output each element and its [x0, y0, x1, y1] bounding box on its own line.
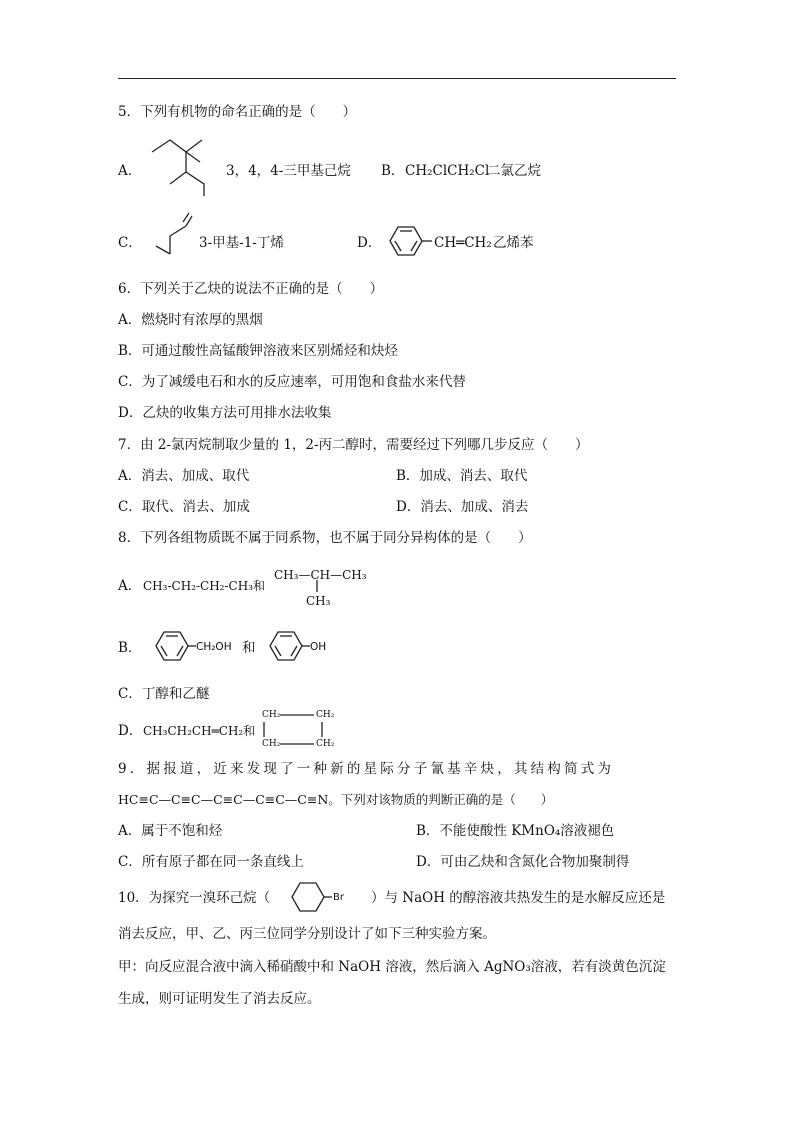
q6-option-d: D．乙炔的收集方法可用排水法收集	[118, 405, 332, 421]
header-rule	[118, 78, 676, 79]
q10-line-3: 甲：向反应混合液中滴入稀硝酸中和 NaOH 溶液，然后滴入 AgNO₃溶液，若有淡黄色沉淀	[118, 959, 666, 975]
q8-option-d-label: D．	[118, 723, 143, 739]
q6-stem: 6．下列关于乙炔的说法不正确的是（ ）	[118, 281, 384, 297]
q9-option-c: C．所有原子都在同一条直线上	[118, 854, 304, 870]
q8-d-cyclobutane-bonds	[262, 710, 342, 750]
q5-option-b-label: B．	[381, 163, 405, 179]
q8-option-a-label: A．	[118, 578, 142, 594]
q7-option-c: C．取代、消去、加成	[118, 499, 250, 515]
q6-option-b: B．可通过酸性高锰酸钾溶液来区别烯烃和炔烃	[118, 343, 398, 359]
q8-b-benzyl-ring	[150, 626, 196, 666]
q8-option-d-formula: CH₃CH₂CH═CH₂和	[143, 724, 256, 738]
q8-option-d-ring-top-right: CH₂	[316, 710, 335, 720]
q5-a-skeletal-structure	[146, 132, 222, 200]
q8-option-b-oh: OH	[310, 641, 327, 653]
q9-option-b: B．不能使酸性 KMnO₄溶液褪色	[416, 823, 615, 839]
q5-option-d-label: D．	[357, 235, 382, 251]
q5-option-a-label: A．	[118, 163, 142, 179]
q7-option-a: A．消去、加成、取代	[118, 468, 250, 484]
q6-option-c: C．为了减缓电石和水的反应速率，可用饱和食盐水来代替	[118, 374, 466, 390]
q9-line-1: 9．据报道，近来发现了一种新的星际分子氰基辛炔，其结构简式为	[118, 761, 615, 777]
q8-b-phenol-ring	[264, 626, 310, 666]
q8-option-b-and: 和	[242, 640, 256, 656]
q8-option-a-formula: CH₃-CH₂-CH₂-CH₃和	[143, 579, 265, 593]
q10-br-label: Br	[333, 892, 344, 903]
q5-c-skeletal-structure	[150, 210, 196, 260]
q10-line-4: 生成，则可证明发生了消去反应。	[118, 991, 321, 1007]
q7-option-d: D．消去、加成、消去	[396, 499, 529, 515]
q5-option-c-label: C．	[118, 235, 142, 251]
q5-option-d-vinyl: CH═CH₂	[434, 235, 492, 251]
q8-option-d-ring-top-left: CH₂	[262, 710, 281, 720]
q5-option-a-name: 3，4，4-三甲基己烷	[226, 163, 351, 179]
q5-stem: 5．下列有机物的命名正确的是（ ）	[118, 104, 357, 120]
q8-option-a-isobutane-top: CH₃—CH—CH₃	[274, 568, 367, 582]
q5-d-benzene-ring	[380, 220, 432, 262]
q5-option-d-name: 乙烯苯	[493, 235, 534, 251]
q8-a-isobutane-bond	[312, 580, 322, 592]
q9-option-a: A．属于不饱和烃	[118, 823, 223, 839]
q8-option-d-ring-bottom-left: CH₂	[262, 739, 281, 749]
q8-option-a-isobutane-bottom: CH₃	[306, 594, 331, 608]
q8-option-b-label: B．	[118, 640, 142, 656]
q10-line-1-post: ）与 NaOH 的醇溶液共热发生的是水解反应还是	[371, 890, 666, 906]
q10-line-2: 消去反应，甲、乙、丙三位同学分别设计了如下三种实验方案。	[118, 926, 496, 942]
q8-option-b-ch2oh: CH₂OH	[196, 641, 232, 653]
q6-option-a: A．燃烧时有浓厚的黑烟	[118, 312, 263, 328]
q5-option-b-name: 二氯乙烷	[487, 163, 541, 179]
q7-option-b: B．加成、消去、取代	[396, 468, 528, 484]
q5-option-c-name: 3-甲基-1-丁烯	[199, 235, 284, 251]
q8-stem: 8．下列各组物质既不属于同系物，也不属于同分异构体的是（ ）	[118, 530, 532, 546]
q8-option-d-ring-bottom-right: CH₂	[316, 739, 335, 749]
q9-line-2: HC≡C—C≡C—C≡C—C≡C—C≡N。下列对该物质的判断正确的是（ ）	[118, 792, 554, 807]
q5-option-b-formula: CH₂ClCH₂Cl	[405, 163, 490, 179]
q9-option-d: D．可由乙炔和含氮化合物加聚制得	[416, 854, 630, 870]
q10-line-1-pre: 10．为探究一溴环己烷（	[118, 890, 271, 906]
q8-option-c: C．丁醇和乙醚	[118, 686, 210, 702]
q7-stem: 7．由 2-氯丙烷制取少量的 1，2-丙二醇时，需要经过下列哪几步反应（ ）	[118, 437, 589, 453]
